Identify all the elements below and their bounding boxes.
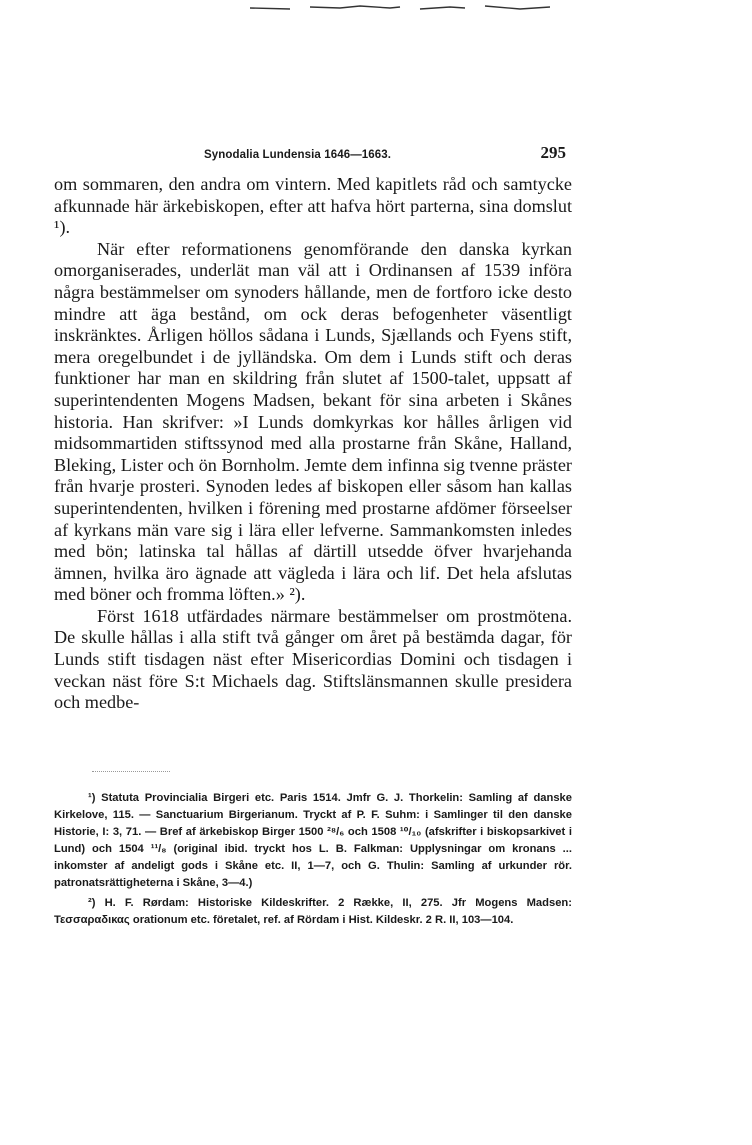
scan-artifact — [250, 0, 550, 16]
page-number: 295 — [540, 143, 566, 162]
footnotes — [54, 790, 572, 929]
page-header — [54, 143, 572, 167]
footnote: ²) H. F. Rørdam: Historiske Kildeskrifter. 2 Række, II, 275. Jfr Mogens Madsen: Τεσσαραδικας orationum etc. företalet, ref. af Rördam i Hist. Kildeskr. 2 R. II, 103—104. — [54, 896, 572, 926]
paragraph: När efter reformationens genomförande den danska kyrkan omorganiserades, underlät man väl att i Ordinansen af 1539 införa några bestämmelser om synoders hållande, men de fortforo icke desto mindre att äga bestånd, om ock deras befogenheter väsentligt inskränktes. Årligen höllos sådana i Lunds, Sjællands och Fyens stift, mera oregelbundet i de jylländska. Om dem i Lunds stift och deras funktioner har man en skildring från slutet af 1500-talet, uppsatt af superintendenten Mogens Madsen, bekant för sina arbeten i Skånes historia. Han skrifver: »I Lunds domkyrkas kor hålles årligen vid midsommartiden stiftssynod med alla prostarne från Skåne, Halland, Bleking, Lister och ön Bornholm. Jemte dem infinna sig tvenne präster från hvarje prosteri. Synoden ledes af biskopen eller såsom han kallas superintendenten, hvilken i förening med prostarne afdömer förseelser af kyrkans män vare sig i lära eller lefverne. Sammankomsten inledes med bön; latinska tal hållas af därtill utsedde öfver hvarjehanda ämnen, hvilka äro ägnade att vägleda i lära och lif. Det hela afslutas med böner och fromma löften.» ²). — [54, 238, 572, 605]
footnote-separator — [92, 771, 170, 772]
paragraph: om sommaren, den andra om vintern. Med kapitlets råd och samtycke afkunnade här ärkebiskopen, efter att hafva hört parterna, sina domslut ¹). — [54, 174, 572, 238]
paragraph: Först 1618 utfärdades närmare bestämmelser om prostmötena. De skulle hållas i alla stift två gånger om året på bestämda dagar, för Lunds stift tisdagen näst efter Misericordias Domini och tisdagen i veckan näst före S:t Michaels dag. Stiftslänsmannen skulle presidera och medbe- — [54, 605, 572, 713]
running-title: Synodalia Lundensia 1646—1663. — [204, 149, 392, 161]
footnote: ¹) Statuta Provincialia Birgeri etc. Paris 1514. Jmfr G. J. Thorkelin: Samling af danske Kirkelove, 115. — Sanctuarium Birgerianum. Tryckt af P. F. Suhm: i Samlinger til den danske Historie, I: 3, 71. — Bref af ärkebiskop Birger 1500 ²⁸/₆ och 1508 ¹⁰/₁₀ (afskrifter i biskopsarkivet i Lund) och 1504 ¹¹/₈ (original ibid. tryckt hos L. B. Falkman: Upplysningar om kronans ... inkomster af andeligt gods i Skåne etc. II, 1—7, och G. Thulin: Samling af urkunder rör. patronatsrättigheterna i Skåne, 3—4.) — [54, 792, 572, 890]
body-text — [54, 174, 572, 714]
